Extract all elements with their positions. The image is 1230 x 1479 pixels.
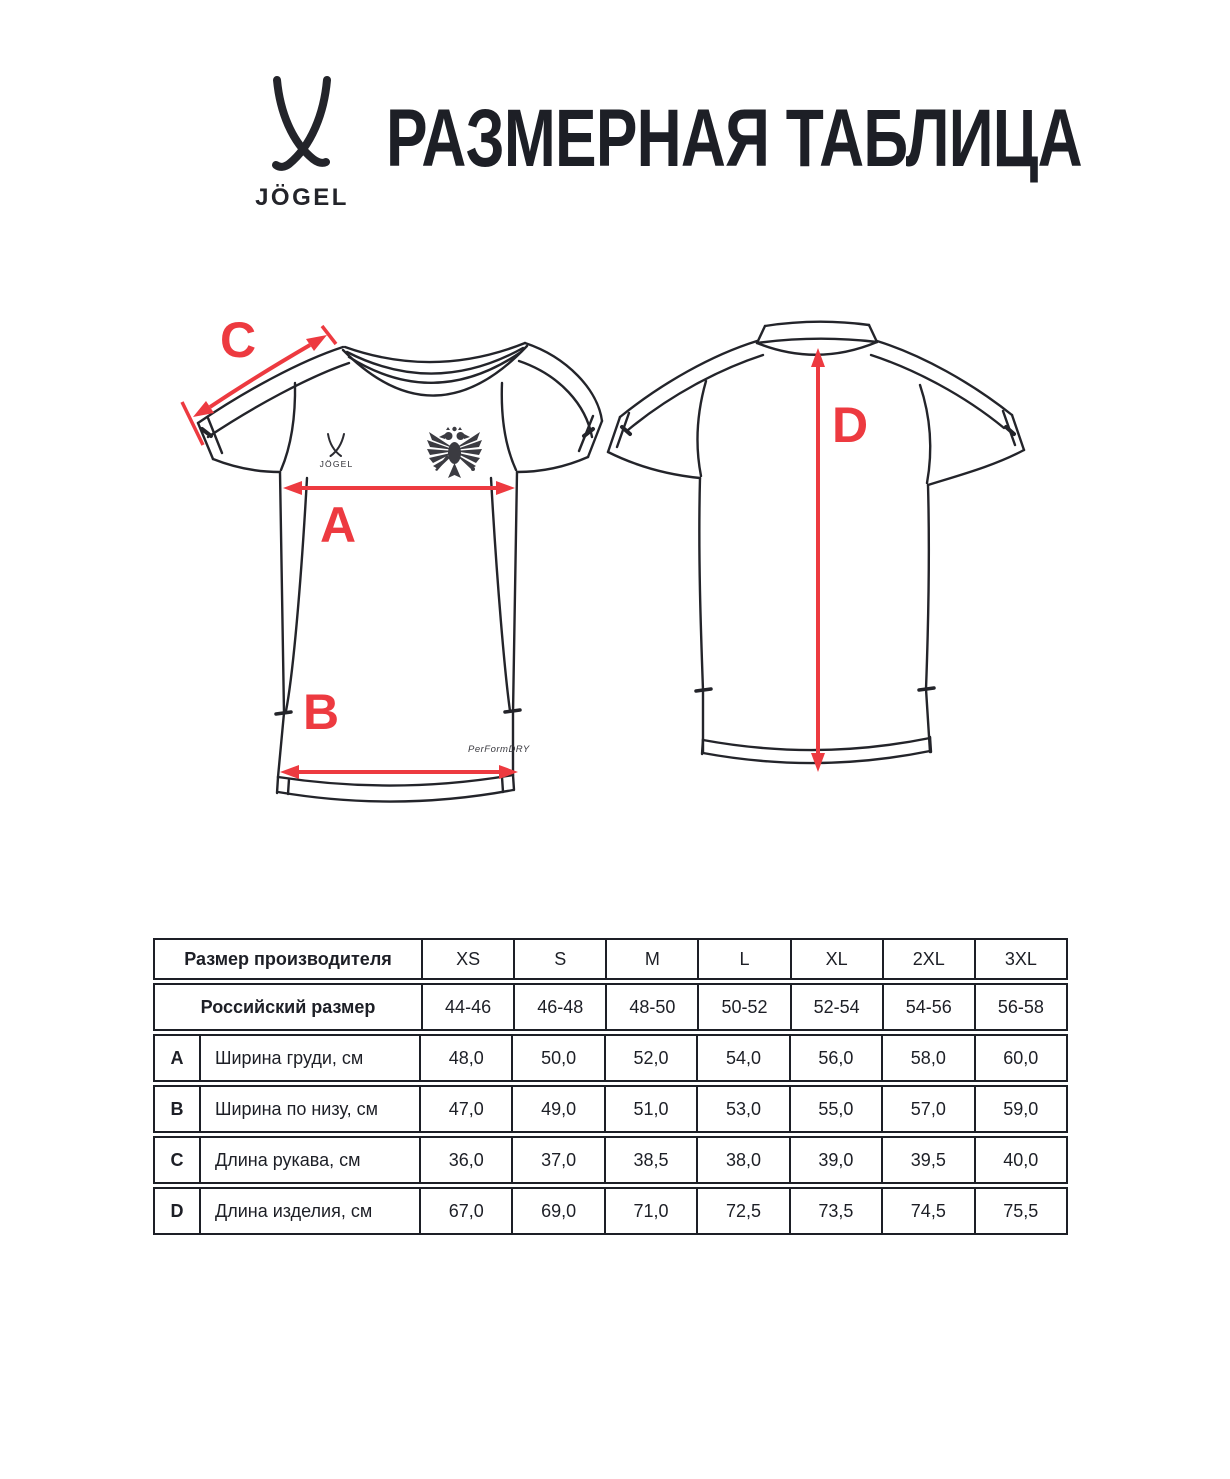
row-label: Ширина груди, см bbox=[199, 1036, 419, 1080]
col-header-xl: XL bbox=[790, 940, 882, 978]
table-cell: 50-52 bbox=[697, 985, 789, 1029]
table-cell: 67,0 bbox=[419, 1189, 511, 1233]
table-cell: 39,5 bbox=[881, 1138, 973, 1182]
measure-label-a: A bbox=[320, 497, 357, 553]
table-cell: 53,0 bbox=[696, 1087, 788, 1131]
table-cell: 37,0 bbox=[511, 1138, 603, 1182]
table-cell: 38,5 bbox=[604, 1138, 696, 1182]
jogel-v-icon bbox=[276, 80, 327, 167]
table-cell: 72,5 bbox=[696, 1189, 788, 1233]
col-header-m: M bbox=[605, 940, 697, 978]
table-cell: 47,0 bbox=[419, 1087, 511, 1131]
shirt-measurement-diagram bbox=[150, 295, 1080, 835]
table-row-chest-width bbox=[153, 1034, 1068, 1082]
table-cell: 49,0 bbox=[511, 1087, 603, 1131]
row-letter: A bbox=[170, 1047, 184, 1068]
table-cell: 73,5 bbox=[789, 1189, 881, 1233]
measure-arrow-b bbox=[280, 684, 518, 779]
page-title: РАЗМЕРНАЯ ТАБЛИЦА bbox=[386, 93, 1082, 184]
col-header-l: L bbox=[697, 940, 789, 978]
table-cell: 46-48 bbox=[513, 985, 605, 1029]
measure-arrow-a bbox=[283, 481, 515, 553]
table-cell: 39,0 bbox=[789, 1138, 881, 1182]
table-cell: 58,0 bbox=[881, 1036, 973, 1080]
measure-label-d: D bbox=[832, 397, 869, 453]
table-cell: 57,0 bbox=[881, 1087, 973, 1131]
table-cell: 54,0 bbox=[696, 1036, 788, 1080]
row-label: Размер производителя bbox=[184, 948, 392, 969]
col-header-xs: XS bbox=[421, 940, 513, 978]
table-row-bottom-width bbox=[153, 1085, 1068, 1133]
table-row-russian-size bbox=[153, 983, 1068, 1031]
table-cell: 71,0 bbox=[604, 1189, 696, 1233]
table-cell: 48,0 bbox=[419, 1036, 511, 1080]
fabric-tech-label: PerFormDRY bbox=[468, 744, 530, 755]
table-cell: 60,0 bbox=[974, 1036, 1066, 1080]
table-cell: 50,0 bbox=[511, 1036, 603, 1080]
measure-label-b: B bbox=[303, 684, 340, 740]
row-letter: B bbox=[170, 1098, 184, 1119]
row-label: Длина рукава, см bbox=[199, 1138, 419, 1182]
table-cell: 51,0 bbox=[604, 1087, 696, 1131]
table-cell: 55,0 bbox=[789, 1087, 881, 1131]
table-row-item-length bbox=[153, 1187, 1068, 1235]
chest-brand-text: JÖGEL bbox=[319, 459, 354, 469]
chest-brand-logo bbox=[320, 434, 354, 469]
table-cell: 38,0 bbox=[696, 1138, 788, 1182]
col-header-2xl: 2XL bbox=[882, 940, 974, 978]
table-row-sleeve-length bbox=[153, 1136, 1068, 1184]
table-row-manufacturer-size bbox=[153, 938, 1068, 980]
row-label: Ширина по низу, см bbox=[199, 1087, 419, 1131]
eagle-crest-icon bbox=[427, 427, 482, 478]
table-cell: 56-58 bbox=[974, 985, 1066, 1029]
row-letter: C bbox=[170, 1149, 184, 1170]
col-header-s: S bbox=[513, 940, 605, 978]
front-shirt-outline bbox=[198, 343, 602, 802]
table-cell: 56,0 bbox=[789, 1036, 881, 1080]
measure-arrow-d bbox=[811, 348, 868, 772]
table-cell: 44-46 bbox=[421, 985, 513, 1029]
row-label: Российский размер bbox=[200, 996, 376, 1017]
table-cell: 74,5 bbox=[881, 1189, 973, 1233]
row-label: Длина изделия, см bbox=[199, 1189, 419, 1233]
brand-wordmark: JÖGEL bbox=[255, 184, 349, 211]
size-table bbox=[153, 938, 1068, 1238]
table-cell: 75,5 bbox=[974, 1189, 1066, 1233]
table-cell: 36,0 bbox=[419, 1138, 511, 1182]
table-cell: 40,0 bbox=[974, 1138, 1066, 1182]
table-cell: 52-54 bbox=[790, 985, 882, 1029]
table-cell: 54-56 bbox=[882, 985, 974, 1029]
table-cell: 48-50 bbox=[605, 985, 697, 1029]
table-cell: 52,0 bbox=[604, 1036, 696, 1080]
measure-label-c: C bbox=[220, 312, 257, 368]
row-letter: D bbox=[170, 1200, 184, 1221]
table-cell: 59,0 bbox=[974, 1087, 1066, 1131]
table-cell: 69,0 bbox=[511, 1189, 603, 1233]
col-header-3xl: 3XL bbox=[974, 940, 1066, 978]
brand-logo bbox=[237, 76, 367, 216]
